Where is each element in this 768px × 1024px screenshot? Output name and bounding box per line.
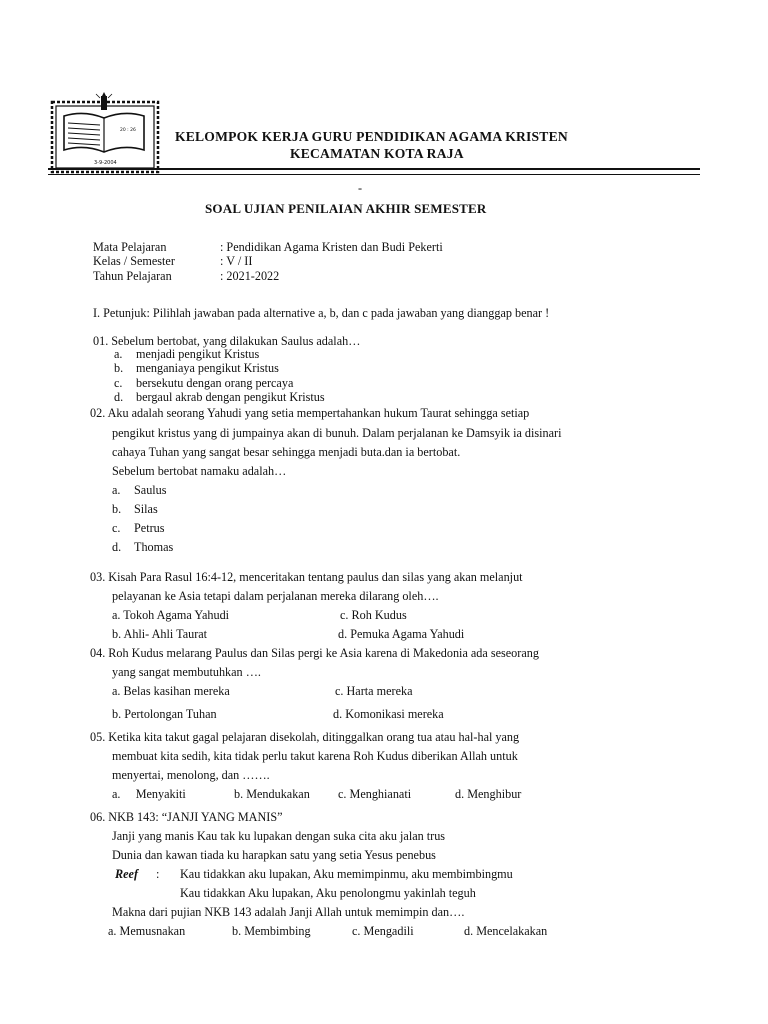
q2-option-letter: d. [112,540,122,554]
class-value: : V / II [220,254,253,268]
q3-line: 03. Kisah Para Rasul 16:4-12, menceritakan tentang paulus dan silas yang akan melanjut [90,570,523,584]
q4-line: yang sangat membutuhkan …. [112,665,261,679]
q2-option-text: Silas [134,502,158,516]
year-value: : 2021-2022 [220,269,280,283]
year-label: Tahun Pelajaran [93,269,172,283]
q1-option-text: menganiaya pengikut Kristus [136,361,279,375]
q4-option-c: c. Harta mereka [335,684,413,698]
q3-option-d: d. Pemuka Agama Yahudi [338,627,465,641]
q1-option-letter: c. [114,376,123,390]
header-rule-thick [48,168,700,170]
q6-lyric: Dunia dan kawan tiada ku harapkan satu yang setia Yesus penebus [112,848,436,862]
q2-line: pengikut kristus yang di jumpainya akan di bunuh. Dalam perjalanan ke Damsyik ia disinari [112,426,562,440]
header-dash: - [358,181,363,195]
q5-line: menyertai, menolong, dan ……. [112,768,270,782]
reef-label: Reef [115,867,139,881]
q1-option-letter: a. [114,347,123,361]
org-name-line2: KECAMATAN KOTA RAJA [290,146,464,161]
q5-option-d: d. Menghibur [455,787,522,801]
class-label: Kelas / Semester [93,254,175,268]
q2-option-text: Petrus [134,521,165,535]
subject-value: : Pendidikan Agama Kristen dan Budi Pekerti [220,240,443,254]
q3-option-c: c. Roh Kudus [340,608,407,622]
q1-option-letter: d. [114,390,124,404]
q1-option-text: bersekutu dengan orang percaya [136,376,294,390]
q2-option-letter: b. [112,502,122,516]
q4-option-d: d. Komonikasi mereka [333,707,444,721]
q4-line: 04. Roh Kudus melarang Paulus dan Silas pergi ke Asia karena di Makedonia ada seseorang [90,646,539,660]
q4-option-b: b. Pertolongan Tuhan [112,707,217,721]
q2-line: 02. Aku adalah seorang Yahudi yang setia mempertahankan hukum Taurat sehingga setiap [90,406,530,420]
q2-line: Sebelum bertobat namaku adalah… [112,464,287,478]
exam-title: SOAL UJIAN PENILAIAN AKHIR SEMESTER [205,201,487,216]
svg-text:3-9-2004: 3-9-2004 [94,160,117,166]
org-name-line1: KELOMPOK KERJA GURU PENDIDIKAN AGAMA KRISTEN [175,129,568,144]
q2-line: cahaya Tuhan yang sangat besar sehingga menjadi buta.dan ia bertobat. [112,445,461,459]
q5-option-a: a. Menyakiti [112,787,186,801]
q1-option-text: menjadi pengikut Kristus [136,347,260,361]
q2-option-text: Saulus [134,483,167,497]
q3-line: pelayanan ke Asia tetapi dalam perjalanan mereka dilarang oleh…. [112,589,439,603]
q2-option-letter: c. [112,521,121,535]
q6-option-d: d. Mencelakakan [464,924,548,938]
svg-text:20 : 26: 20 : 26 [120,128,136,133]
reef-line: Kau tidakkan Aku lupakan, Aku penolongmu yakinlah teguh [180,886,476,900]
q3-option-b: b. Ahli- Ahli Taurat [112,627,208,641]
q6-option-a: a. Memusnakan [108,924,186,938]
q6-lyric: Janji yang manis Kau tak ku lupakan dengan suka cita aku jalan trus [112,829,446,843]
header-rule-thin [48,174,700,175]
q4-option-a: a. Belas kasihan mereka [112,684,230,698]
book-candle-logo [50,92,162,174]
q1-option-text: bergaul akrab dengan pengikut Kristus [136,390,325,404]
reef-colon: : [156,867,160,881]
reef-line: Kau tidakkan aku lupakan, Aku memimpinmu, aku membimbingmu [180,867,513,881]
q1-option-letter: b. [114,361,124,375]
q2-option-text: Thomas [134,540,174,554]
q3-option-a: a. Tokoh Agama Yahudi [112,608,230,622]
q6-option-c: c. Mengadili [352,924,414,938]
q5-line: membuat kita sedih, kita tidak perlu takut karena Roh Kudus diberikan Allah untuk [112,749,518,763]
q6-option-b: b. Membimbing [232,924,311,938]
subject-label: Mata Pelajaran [93,240,167,254]
q5-line: 05. Ketika kita takut gagal pelajaran disekolah, ditinggalkan orang tua atau hal-hal yang [90,730,520,744]
q2-option-letter: a. [112,483,121,497]
q1-text: 01. Sebelum bertobat, yang dilakukan Saulus adalah… [93,334,361,348]
q5-option-c: c. Menghianati [338,787,412,801]
instruction: I. Petunjuk: Pilihlah jawaban pada alternative a, b, dan c pada jawaban yang dianggap benar ! [93,306,550,320]
q5-option-b: b. Mendukakan [234,787,310,801]
q6-question: Makna dari pujian NKB 143 adalah Janji Allah untuk memimpin dan…. [112,905,465,919]
q6-title: 06. NKB 143: “JANJI YANG MANIS” [90,810,283,824]
